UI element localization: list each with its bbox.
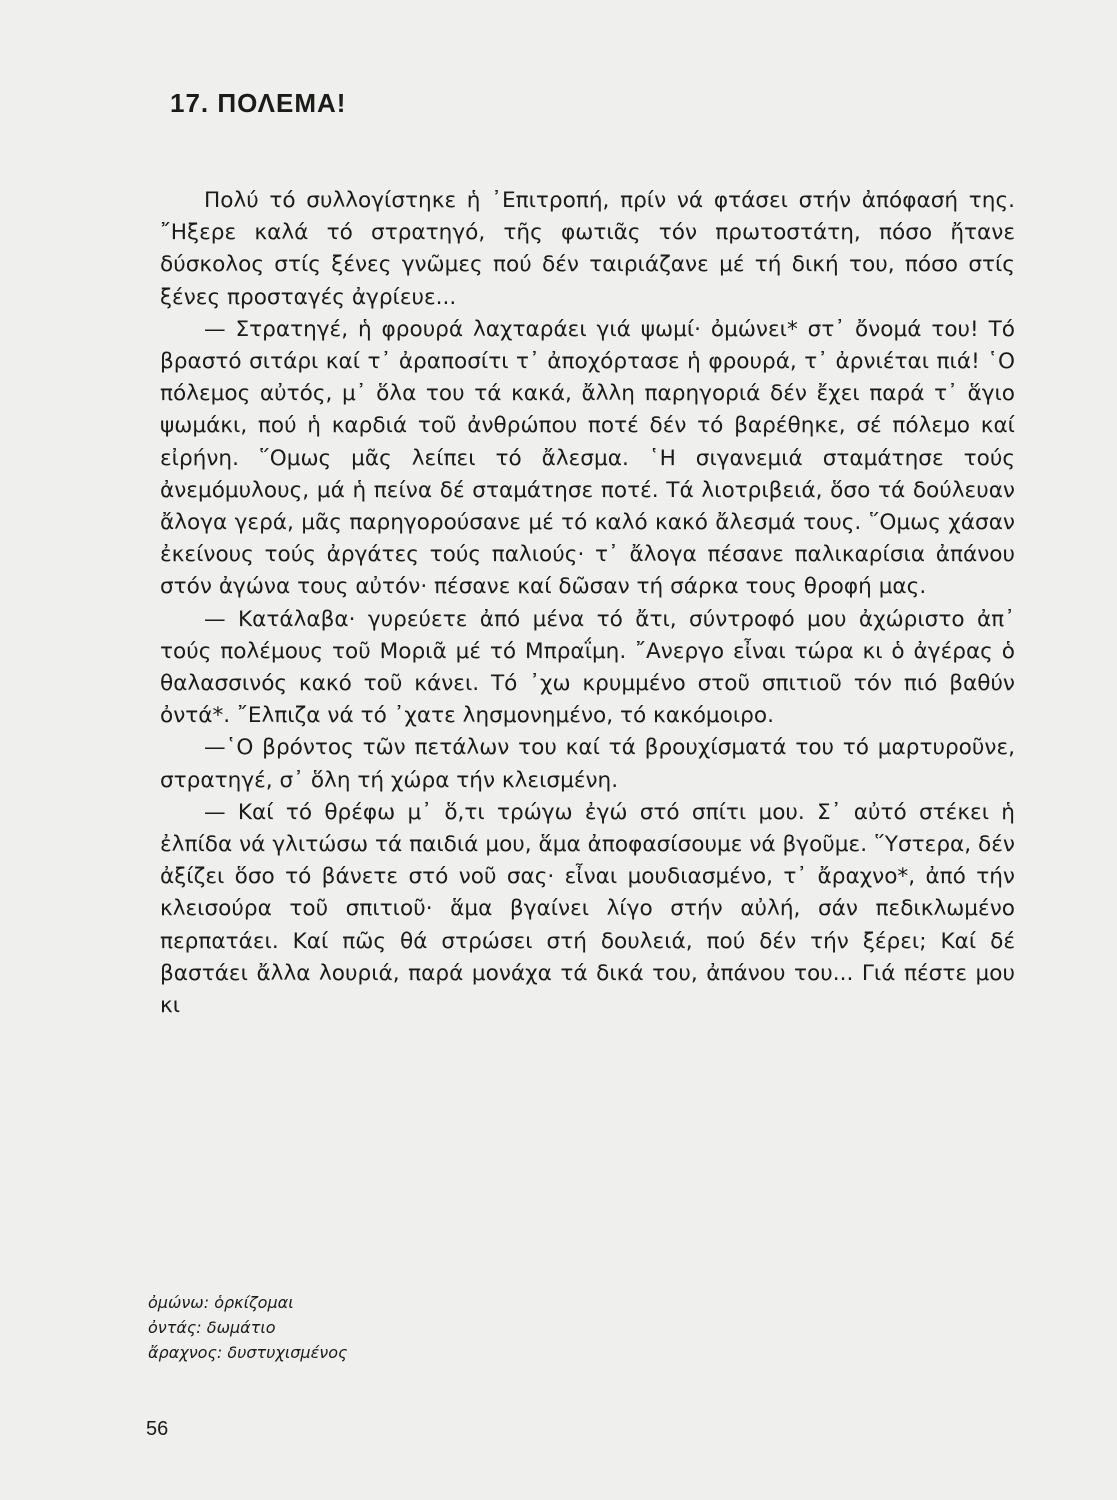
page-number: 56 bbox=[146, 1418, 169, 1440]
body-text bbox=[160, 185, 1015, 1022]
footnote-term: ὀμώνω: bbox=[148, 1293, 210, 1312]
paragraph-5: — Καί τό θρέφω μ᾽ ὅ,τι τρώγω ἐγώ στό σπίτι μου. Σ᾽ αὐτό στέκει ἡ ἐλπίδα νά γλιτώσω τά παιδιά μου, ἅμα ἀποφασίσουμε νά βγοῦμε. ῞Υστερα, δέν ἀξίζει ὅσο τό βάνετε στό νοῦ σας· εἶναι μουδιασμένο, τ᾽ ἄραχνο*, ἀπό τήν κλεισούρα τοῦ σπιτιοῦ· ἅμα βγαίνει λίγο στήν αὐλή, σάν πεδικλωμένο περπατάει. Καί πῶς θά στρώσει στή δουλειά, πού δέν τήν ξέρει; Καί δέ βαστάει ἄλλα λουριά, παρά μονάχα τά δικά του, ἀπάνου του... Γιά πέστε μου κι bbox=[160, 799, 1015, 1019]
paragraph-1: Πολύ τό συλλογίστηκε ἡ ᾽Επιτροπή, πρίν νά φτάσει στήν ἀπόφασή της. ῎Ηξερε καλά τό στρατηγό, τῆς φωτιᾶς τόν πρωτοστάτη, πόσο ἤτανε δύσκολος στίς ξένες γνῶμες πού δέν ταιριάζανε μέ τή δική του, πόσο στίς ξένες προσταγές ἀγρίευε... bbox=[160, 188, 1015, 310]
footnotes bbox=[148, 1290, 347, 1365]
footnote-item bbox=[148, 1290, 347, 1315]
paragraph-4: —῾Ο βρόντος τῶν πετάλων του καί τά βρουχίσματά του τό μαρτυροῦνε, στρατηγέ, σ᾽ ὅλη τή χώρα τήν κλεισμένη. bbox=[160, 735, 1015, 793]
footnote-definition: δυστυχισμένος bbox=[227, 1343, 348, 1362]
footnote-definition: δωμάτιο bbox=[206, 1318, 276, 1337]
paragraph-3: — Κατάλαβα· γυρεύετε ἀπό μένα τό ἄτι, σύντροφό μου ἀχώριστο ἀπ᾽ τούς πολέμους τοῦ Μοριᾶ μέ τό Μπραΐμη. ῎Ανεργο εἶναι τώρα κι ὁ ἀγέρας ὁ θαλασσινός κακό τοῦ κάνει. Τό ᾽χω κρυμμένο στοῦ σπιτιοῦ τόν πιό βαθύν ὀντά*. ῎Ελπιζα νά τό ᾽χατε λησμονημένο, τό κακόμοιρο. bbox=[160, 606, 1015, 729]
footnote-item bbox=[148, 1340, 347, 1365]
footnote-definition: ὁρκίζομαι bbox=[214, 1293, 294, 1312]
paragraph-2: — Στρατηγέ, ἡ φρουρά λαχταράει γιά ψωμί· ὀμώνει* στ᾽ ὄνομά του! Τό βραστό σιτάρι καί τ᾽ ἀραποσίτι τ᾽ ἀποχόρτασε ἡ φρουρά, τ᾽ ἀρνιέται πιά! ῾Ο πόλεμος αὐτός, μ᾽ ὅλα του τά κακά, ἄλλη παρηγοριά δέν ἔχει παρά τ᾽ ἅγιο ψωμάκι, πού ἡ καρδιά τοῦ ἀνθρώπου ποτέ δέν τό βαρέθηκε, σέ πόλεμο καί εἰρήνη. ῞Ομως μᾶς λείπει τό ἄλεσμα. ῾Η σιγανεμιά σταμάτησε τούς ἀνεμόμυλους, μά ἡ πείνα δέ σταμάτησε ποτέ. Τά λιοτριβειά, ὅσο τά δούλευαν ἄλογα γερά, μᾶς παρηγορούσανε μέ τό καλό κακό ἄλεσμά τους. ῞Ομως χάσαν ἐκείνους τούς ἀργάτες τούς παλιούς· τ᾽ ἄλογα πέσανε παλικαρίσια ἀπάνου στόν ἀγώνα τους αὐτόν· πέσανε καί δῶσαν τή σάρκα τους θροφή μας. bbox=[160, 316, 1015, 600]
footnote-item bbox=[148, 1315, 347, 1340]
footnote-term: ὀντάς: bbox=[148, 1318, 202, 1337]
chapter-title: 17. ΠΟΛΕΜΑ! bbox=[170, 88, 347, 118]
footnote-term: ἄραχνος: bbox=[148, 1343, 223, 1362]
